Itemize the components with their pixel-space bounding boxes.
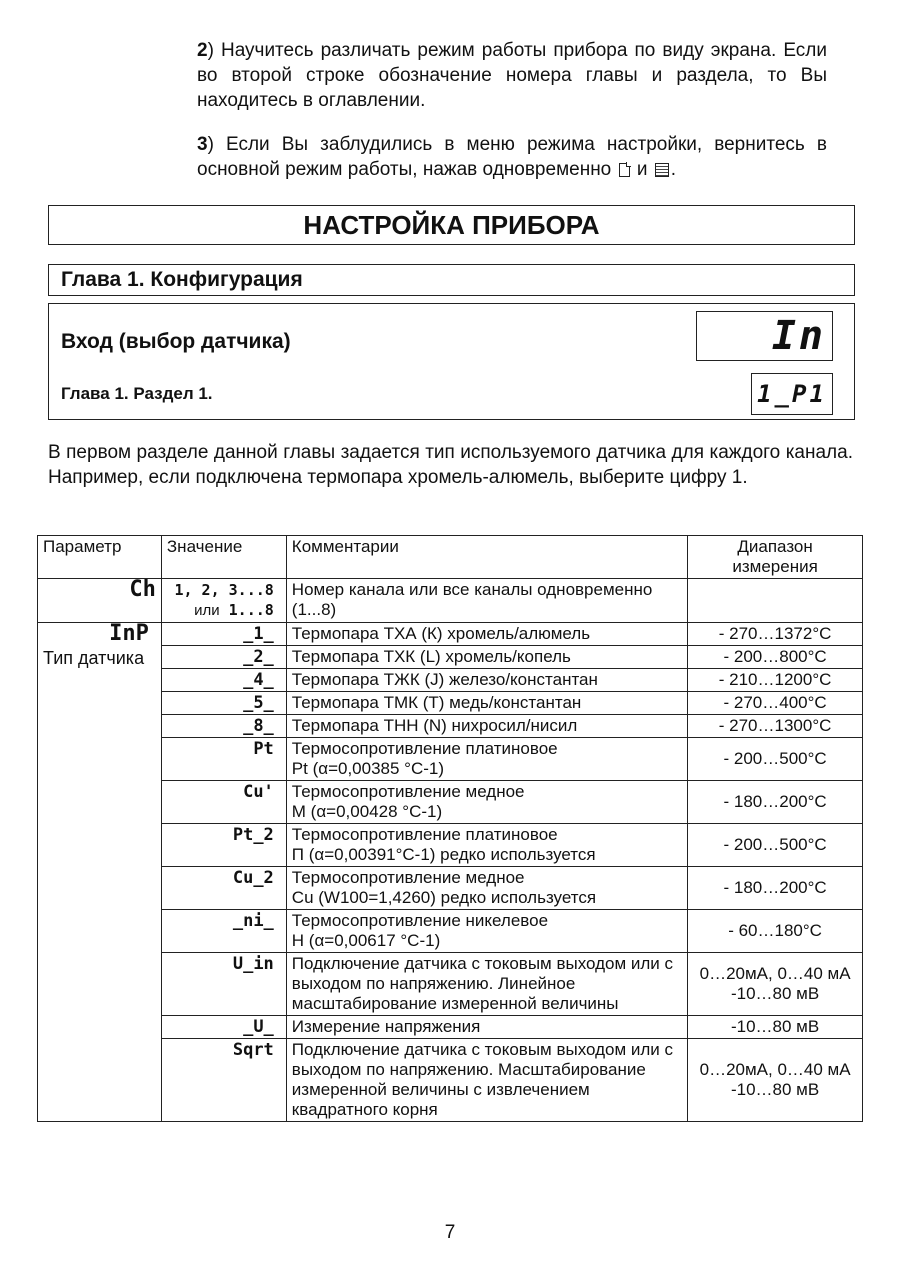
p3-text: ) Если Вы заблудились в меню режима настройки, вернитесь в основной режим работы, нажав одновременно [197,134,827,180]
table-row [38,715,863,738]
value-cell: _2_ [161,646,286,669]
subsection-box [48,303,855,420]
value-cell: Cu_2 [161,867,286,910]
comment-line1: Термосопротивление платиновое [291,739,558,758]
param-ch: Ch [38,579,162,623]
value-cell: Pt [161,738,286,781]
value-cell: Pt_2 [161,824,286,867]
table-row [38,623,863,646]
header-value: Значение [161,536,286,579]
range-cell: - 210…1200°C [688,669,863,692]
range-cell: 0…20мА, 0…40 мА -10…80 мВ [688,953,863,1016]
param-inp-cell [38,623,162,1122]
table-row [38,1039,863,1122]
range-cell: - 200…500°C [688,738,863,781]
menu-icon [655,163,669,177]
comment-cell [286,738,687,781]
p2-number: 2 [197,40,208,61]
comment-line2: Pt (α=0,00385 °C-1) [291,759,445,778]
table-row [38,669,863,692]
comment-line1: Термосопротивление медное [291,868,525,887]
p2-text: ) Научитесь различать режим работы прибора по виду экрана. Если во второй строке обозначение номера главы и раздела, то Вы находитесь в оглавлении. [197,40,827,111]
comment-cell: Подключение датчика с токовым выходом или с выходом по напряжению. Линейное масштабирование измеренной величины [286,953,687,1016]
comment-line2: М (α=0,00428 °C-1) [291,802,443,821]
comment-cell: Термопара ТЖК (J) железо/константан [286,669,687,692]
p3-number: 3 [197,134,208,155]
range-ch [688,579,863,623]
comment-cell [286,781,687,824]
value-cell: Sqrt [161,1039,286,1122]
table-row [38,1016,863,1039]
value-ch-range: 1...8 [228,601,274,619]
display-bottom: 1_P1 [751,373,833,415]
value-cell: _1_ [161,623,286,646]
comment-cell [286,867,687,910]
intro-paragraph-3 [197,132,827,182]
page-number: 7 [444,1222,456,1243]
value-ch-line2 [167,600,274,621]
value-cell: _ni_ [161,910,286,953]
table-header [38,536,863,579]
document-icon [619,163,630,177]
chapter-title: Глава 1. Конфигурация [48,264,855,296]
table-row [38,738,863,781]
comment-line2: Н (α=0,00617 °C-1) [291,931,441,950]
comment-cell [286,824,687,867]
range-cell: - 200…800°C [688,646,863,669]
display-top: In [696,311,833,361]
comment-ch: Номер канала или все каналы одновременно (1...8) [286,579,687,623]
intro-paragraph-2 [197,38,827,113]
table-row [38,910,863,953]
value-ch-prefix: или [194,602,220,619]
table-row [38,692,863,715]
subsection-ref: Глава 1. Раздел 1. [61,384,213,403]
range-cell: -10…80 мВ [688,1016,863,1039]
comment-cell: Подключение датчика с токовым выходом или с выходом по напряжению. Масштабирование измеренной величины с извлечением квадратного корня [286,1039,687,1122]
param-inp: InP [109,621,149,646]
description: В первом разделе данной главы задается тип используемого датчика для каждого канала. Например, если подключена термопара хромель-алюмель, выберите цифру 1. [48,442,853,488]
section-title: НАСТРОЙКА ПРИБОРА [48,205,855,245]
header-comment: Комментарии [286,536,687,579]
range-cell: - 60…180°C [688,910,863,953]
range-cell: - 180…200°C [688,867,863,910]
range-cell: - 270…1372°C [688,623,863,646]
value-cell: _U_ [161,1016,286,1039]
comment-cell: Термопара ТХК (L) хромель/копель [286,646,687,669]
value-ch [161,579,286,623]
header-range: Диапазон измерения [688,536,863,579]
value-ch-line1: 1, 2, 3...8 [174,581,274,599]
comment-line2: П (α=0,00391°C-1) редко используется [291,845,596,864]
comment-line1: Термосопротивление платиновое [291,825,558,844]
comment-cell: Термопара ТХА (К) хромель/алюмель [286,623,687,646]
value-cell: _5_ [161,692,286,715]
comment-cell: Термопара ТНН (N) нихросил/нисил [286,715,687,738]
value-cell: U_in [161,953,286,1016]
table-row-ch [38,579,863,623]
comment-line2: Cu (W100=1,4260) редко используется [291,888,597,907]
range-cell: - 180…200°C [688,781,863,824]
comment-line1: Термосопротивление медное [291,782,525,801]
table-row [38,867,863,910]
range-cell: 0…20мА, 0…40 мА -10…80 мВ [688,1039,863,1122]
value-cell: _4_ [161,669,286,692]
range-cell: - 270…1300°C [688,715,863,738]
value-cell: Cu' [161,781,286,824]
table-row [38,781,863,824]
comment-cell: Термопара ТМК (Т) медь/константан [286,692,687,715]
comment-cell [286,910,687,953]
range-cell: - 200…500°C [688,824,863,867]
comment-cell: Измерение напряжения [286,1016,687,1039]
table-row [38,646,863,669]
table-row [38,953,863,1016]
value-cell: _8_ [161,715,286,738]
header-param: Параметр [38,536,162,579]
table-row [38,824,863,867]
range-cell: - 270…400°C [688,692,863,715]
comment-line1: Термосопротивление никелевое [291,911,549,930]
p3-end: . [670,159,677,180]
subsection-name: Вход (выбор датчика) [61,330,291,353]
sensor-table [37,535,863,1122]
param-inp-label: Тип датчика [43,648,145,668]
p3-and: и [636,159,648,180]
